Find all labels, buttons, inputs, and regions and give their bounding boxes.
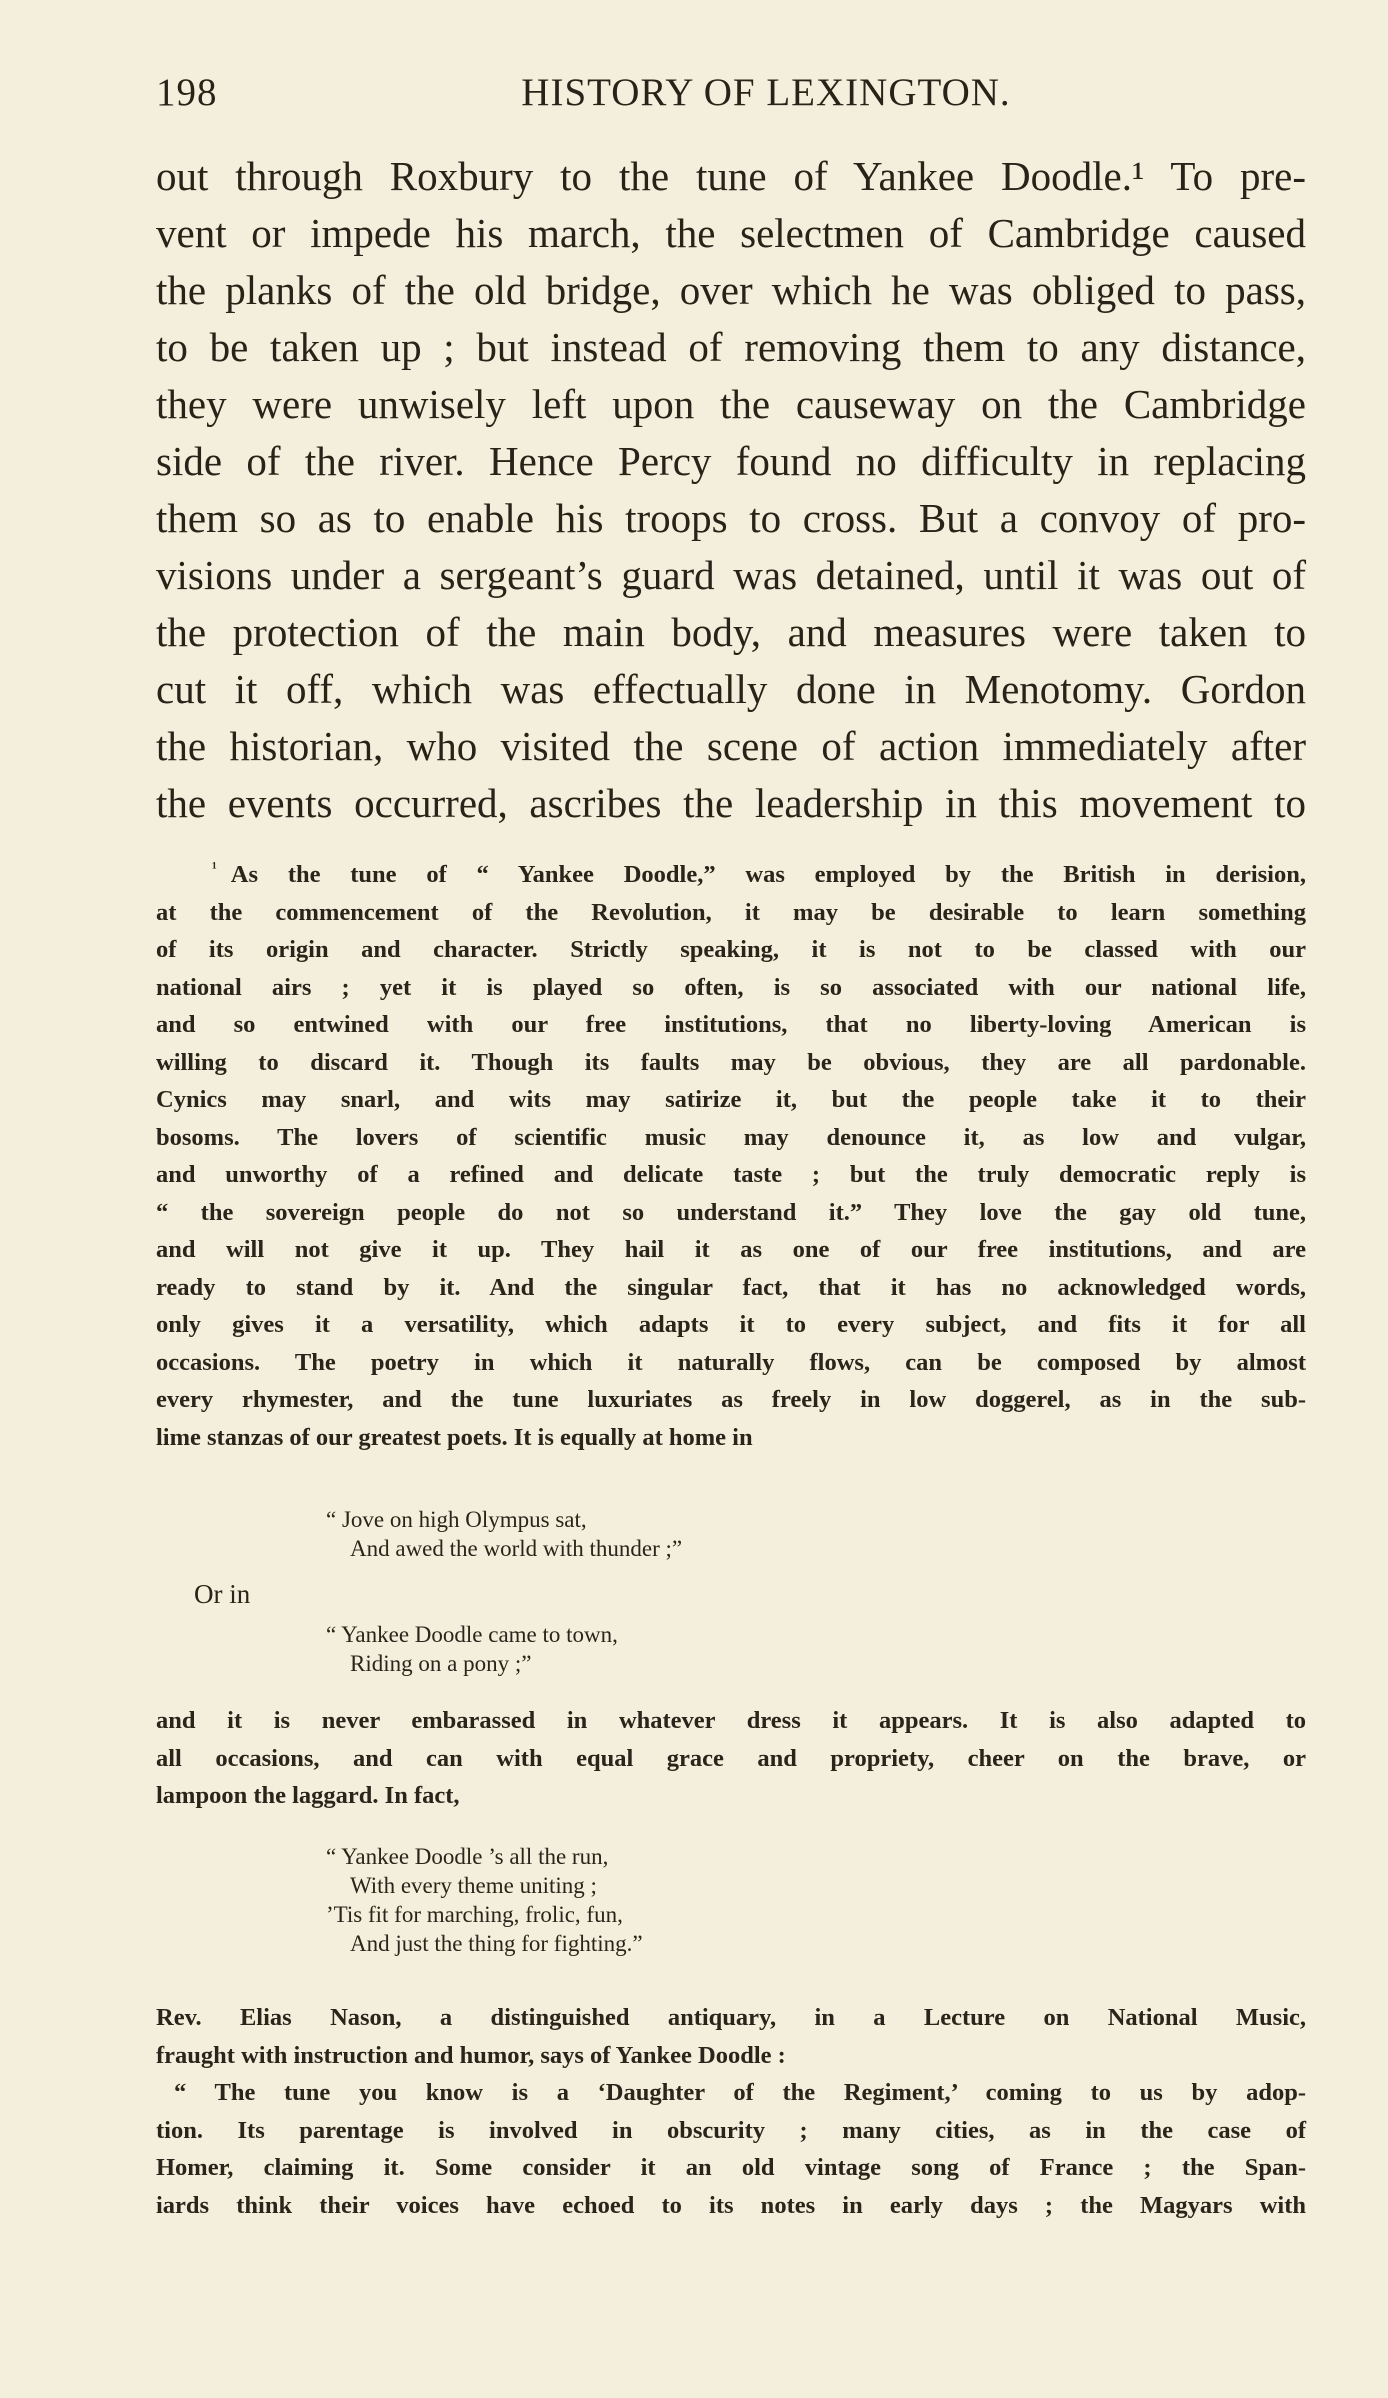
footnote-continuation [156, 1702, 1306, 1815]
footnote-line: of its origin and character. Strictly speaking, it is not to be classed with our [156, 936, 1306, 964]
verse-line: And just the thing for fighting.” [350, 1931, 643, 1956]
body-line: them so as to enable his troops to cross. But a convoy of pro- [156, 495, 1306, 541]
running-title: HISTORY OF LEXINGTON. [521, 71, 1011, 114]
footnote-line: $^{^1}$ As the tune of “ Yankee Doodle,” was employed by the British in derision, [212, 860, 1306, 889]
verse-line: “ Yankee Doodle came to town, [326, 1622, 618, 1647]
body-line: visions under a sergeant’s guard was detained, until it was out of [156, 552, 1306, 598]
footnote-line: tion. Its parentage is involved in obscurity ; many cities, as in the case of [156, 2116, 1306, 2144]
body-line: out through Roxbury to the tune of Yankee Doodle.¹ To pre- [156, 153, 1306, 199]
footnote-line: “ the sovereign people do not so understand it.” They love the gay old tune, [156, 1198, 1306, 1226]
footnote-line: iards think their voices have echoed to its notes in early days ; the Magyars with [156, 2191, 1306, 2219]
body-line: cut it off, which was effectually done in Menotomy. Gordon [156, 666, 1306, 712]
page-header [156, 70, 1306, 130]
footnote-line: at the commencement of the Revolution, it may be desirable to learn something [156, 898, 1306, 926]
footnote-marker: ¹ [212, 860, 217, 877]
footnote-line: and unworthy of a refined and delicate taste ; but the truly democratic reply is [156, 1161, 1306, 1189]
body-line: the planks of the old bridge, over which he was obliged to pass, [156, 267, 1306, 313]
main-paragraph [156, 148, 1306, 832]
footnote-line: ready to stand by it. And the singular fact, that it has no acknowledged words, [156, 1273, 1306, 1301]
footnote-line: Homer, claiming it. Some consider it an old vintage song of France ; the Span- [156, 2154, 1306, 2181]
body-line: the historian, who visited the scene of action immediately after [156, 723, 1306, 769]
body-line: the protection of the main body, and measures were taken to [156, 609, 1306, 655]
footnote-line: bosoms. The lovers of scientific music may denounce it, as low and vulgar, [156, 1123, 1306, 1151]
body-line: the events occurred, ascribes the leadership in this movement to [156, 780, 1306, 826]
body-line: to be taken up ; but instead of removing them to any distance, [156, 324, 1306, 370]
verse-line: “ Jove on high Olympus sat, [326, 1507, 587, 1532]
page-number: 198 [156, 71, 218, 114]
footnote-line: willing to discard it. Though its faults may be obvious, they are all pardonable. [156, 1048, 1306, 1076]
footnote-line: fraught with instruction and humor, says of Yankee Doodle : [156, 2041, 786, 2069]
footnote-line: “ The tune you know is a ‘Daughter of the Regiment,’ coming to us by adop- [174, 2079, 1306, 2106]
footnote-line: Cynics may snarl, and wits may satirize it, but the people take it to their [156, 1086, 1306, 1114]
footnote-line: occasions. The poetry in which it naturally flows, can be composed by almost [156, 1348, 1306, 1376]
verse-quote [326, 1620, 618, 1678]
body-line: they were unwisely left upon the causeway on the Cambridge [156, 381, 1306, 427]
footnote-line: only gives it a versatility, which adapts it to every subject, and fits it for all [156, 1311, 1306, 1339]
footnote-line: lampoon the laggard. In fact, [156, 1782, 460, 1809]
verse-line: “ Yankee Doodle ’s all the run, [326, 1844, 609, 1869]
body-line: vent or impede his march, the selectmen of Cambridge caused [156, 210, 1306, 256]
footnote-line: and so entwined with our free institutions, that no liberty-loving American is [156, 1011, 1306, 1039]
verse-line: ’Tis fit for marching, frolic, fun, [326, 1902, 623, 1927]
footnote-line: all occasions, and can with equal grace and propriety, cheer on the brave, or [156, 1744, 1306, 1772]
footnote-line: and will not give it up. They hail it as one of our free institutions, and are [156, 1236, 1306, 1264]
footnote-line: and it is never embarassed in whatever dress it appears. It is also adapted to [156, 1707, 1306, 1734]
connector-text: Or in [194, 1579, 251, 1609]
footnote-line: national airs ; yet it is played so often, is so associated with our national life, [156, 973, 1306, 1001]
footnote-line: lime stanzas of our greatest poets. It is equally at home in [156, 1423, 753, 1451]
footnote [156, 850, 1306, 1456]
verse-line: With every theme uniting ; [350, 1873, 597, 1898]
verse-line: Riding on a pony ;” [350, 1651, 532, 1676]
footnote-continuation [156, 1999, 1306, 2224]
footnote-line: Rev. Elias Nason, a distinguished antiquary, in a Lecture on National Music, [156, 2004, 1306, 2031]
body-line: side of the river. Hence Percy found no difficulty in replacing [156, 438, 1306, 484]
verse-line: And awed the world with thunder ;” [350, 1536, 683, 1561]
verse-quote [326, 1842, 643, 1958]
verse-quote [326, 1505, 682, 1563]
footnote-line: every rhymester, and the tune luxuriates as freely in low doggerel, as in the sub- [156, 1386, 1306, 1414]
